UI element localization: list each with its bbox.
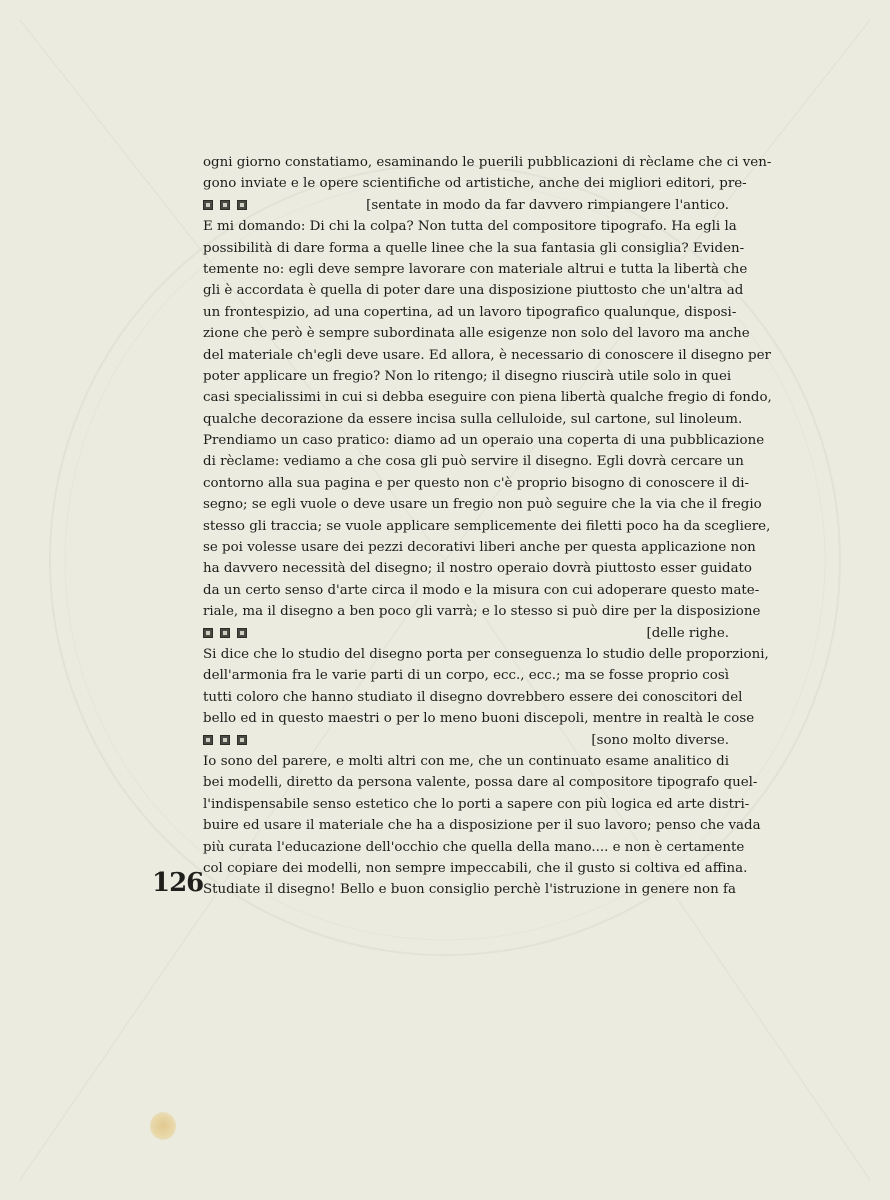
text-line: gli è accordata è quella di poter dare una disposizione piuttosto che un'altra ad <box>203 283 744 299</box>
square-ornament-icon <box>203 200 213 210</box>
ornament-group <box>203 735 247 745</box>
text-line: possibilità di dare forma a quelle linee che la sua fantasia gli consiglia? Eviden- <box>203 240 745 256</box>
square-ornament-icon <box>220 200 230 210</box>
ornament-group <box>203 200 247 210</box>
text-line: Prendiamo un caso pratico: diamo ad un operaio una coperta di una pubblicazione <box>203 433 765 449</box>
square-ornament-icon <box>237 200 247 210</box>
text-line: Io sono del parere, e molti altri con me, che un continuato esame analitico di <box>203 753 729 769</box>
square-ornament-icon <box>220 735 230 745</box>
square-ornament-icon <box>237 735 247 745</box>
body-text <box>203 152 772 901</box>
text-line: temente no: egli deve sempre lavorare con materiale altrui e tutta la libertà che <box>203 261 748 277</box>
text-line: [delle righe. <box>646 625 729 641</box>
text-line: bei modelli, diretto da persona valente, possa dare al compositore tipografo quel- <box>203 775 758 791</box>
text-line: contorno alla sua pagina e per questo non c'è proprio bisogno di conoscere il di- <box>203 475 750 491</box>
text-line: bello ed in questo maestri o per lo meno buoni discepoli, mentre in realtà le cose <box>203 711 755 727</box>
text-line: più curata l'educazione dell'occhio che quella della mano.... e non è certamente <box>203 839 745 855</box>
text-line: riale, ma il disegno a ben poco gli varrà; e lo stesso si può dire per la disposizione <box>203 604 761 620</box>
text-line: Si dice che lo studio del disegno porta per conseguenza lo studio delle proporzioni, <box>203 646 769 662</box>
text-line: [sono molto diverse. <box>591 732 729 748</box>
square-ornament-icon <box>237 628 247 638</box>
text-line: zione che però è sempre subordinata alle esigenze non solo del lavoro ma anche <box>203 326 750 342</box>
text-line: stesso gli traccia; se vuole applicare semplicemente dei filetti poco ha da scegliere, <box>203 518 771 534</box>
text-line: segno; se egli vuole o deve usare un fregio non può seguire che la via che il fregio <box>203 497 762 513</box>
text-line: un frontespizio, ad una copertina, ad un lavoro tipografico qualunque, disposi- <box>203 304 737 320</box>
text-line: ha davvero necessità del disegno; il nostro operaio dovrà piuttosto esser guidato <box>203 561 752 577</box>
text-line: col copiare dei modelli, non sempre impeccabili, che il gusto si coltiva ed affina. <box>203 860 748 876</box>
text-line: da un certo senso d'arte circa il modo e la misura con cui adoperare questo mate- <box>203 582 760 598</box>
ornament-line <box>203 623 729 644</box>
text-line: se poi volesse usare dei pezzi decorativi liberi anche per questa applicazione non <box>203 540 756 556</box>
text-line: buire ed usare il materiale che ha a disposizione per il suo lavoro; penso che vada <box>203 818 761 834</box>
text-line: di rèclame: vediamo a che cosa gli può servire il disegno. Egli dovrà cercare un <box>203 454 744 470</box>
text-line: l'indispensabile senso estetico che lo porti a sapere con più logica ed arte distri- <box>203 796 750 812</box>
text-line: gono inviate e le opere scientifiche od artistiche, anche dei migliori editori, pre- <box>203 176 747 192</box>
ornament-line <box>203 730 729 751</box>
text-line: tutti coloro che hanno studiato il disegno dovrebbero essere dei conoscitori del <box>203 689 743 705</box>
text-line: casi specialissimi in cui si debba eseguire con piena libertà qualche fregio di fondo, <box>203 390 772 406</box>
text-line: E mi domando: Di chi la colpa? Non tutta del compositore tipografo. Ha egli la <box>203 219 737 235</box>
text-line: ogni giorno constatiamo, esaminando le puerili pubblicazioni di rèclame che ci ven- <box>203 155 772 170</box>
text-line: Studiate il disegno! Bello e buon consiglio perchè l'istruzione in genere non fa <box>203 882 736 898</box>
ornament-line <box>203 195 729 216</box>
square-ornament-icon <box>203 628 213 638</box>
text-line: [sentate in modo da far davvero rimpiangere l'antico. <box>366 197 729 213</box>
square-ornament-icon <box>220 628 230 638</box>
ornament-group <box>203 628 247 638</box>
text-line: del materiale ch'egli deve usare. Ed allora, è necessario di conoscere il disegno per <box>203 347 771 363</box>
text-line: poter applicare un fregio? Non lo ritengo; il disegno riuscirà utile solo in quei <box>203 368 732 384</box>
paper-stain <box>150 1112 176 1140</box>
page-number: 126 <box>152 868 204 898</box>
text-line: qualche decorazione da essere incisa sulla celluloide, sul cartone, sul linoleum. <box>203 411 743 427</box>
square-ornament-icon <box>203 735 213 745</box>
text-line: dell'armonia fra le varie parti di un corpo, ecc., ecc.; ma se fosse proprio così <box>203 668 730 684</box>
